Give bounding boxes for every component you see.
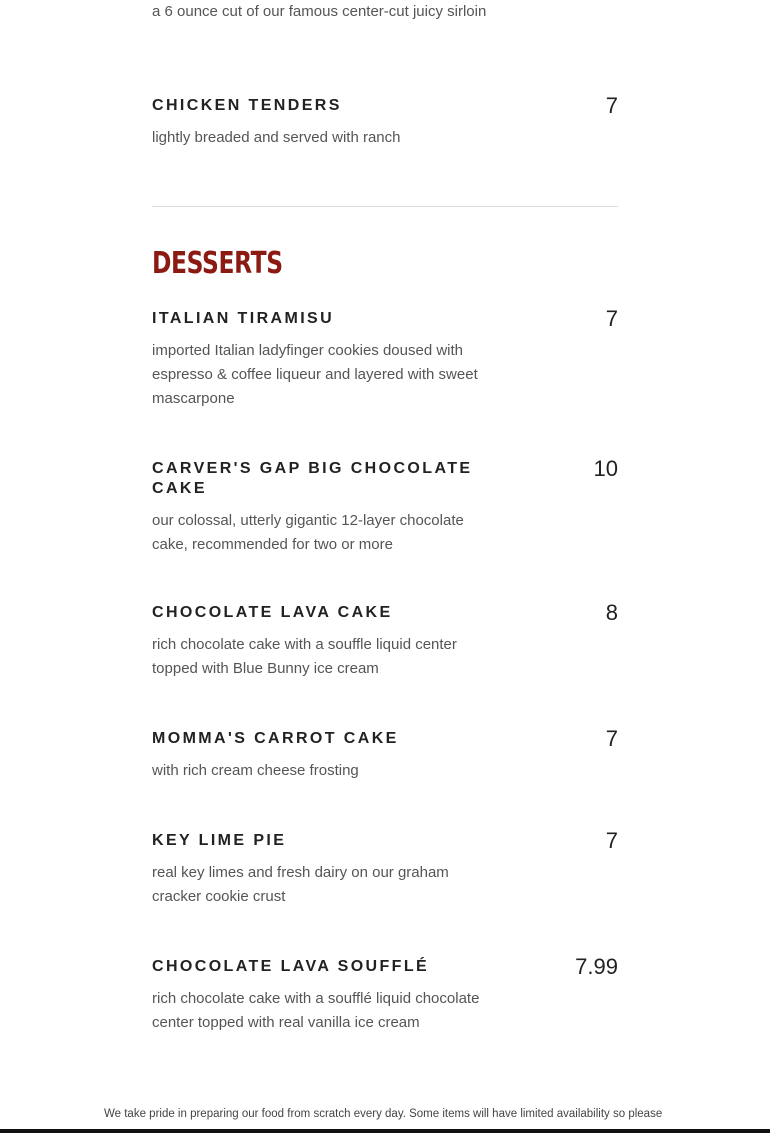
item-price: 7.99 [575,954,618,979]
item-description: imported Italian ladyfinger cookies doused with espresso & coffee liqueur and layered with sweet mascarpone [152,342,478,407]
item-name: CARVER'S GAP BIG CHOCOLATE CAKE [152,460,473,497]
footer-note: We take pride in preparing our food from scratch every day. Some items will have limited availability so please [104,1108,663,1120]
item-name: CHICKEN TENDERS [152,97,342,114]
item-description: lightly breaded and served with ranch [152,129,401,146]
item-description: with rich cream cheese frosting [152,762,359,779]
item-price: 7 [605,93,618,118]
item-price: 7 [605,726,618,751]
menu-item [152,726,618,783]
item-name: CHOCOLATE LAVA SOUFFLÉ [152,958,430,975]
bottom-bar [0,1129,770,1133]
section-title: DESSERTS [152,246,283,281]
item-description: rich chocolate cake with a souffle liquid center topped with Blue Bunny ice cream [152,636,457,677]
item-name: CHOCOLATE LAVA CAKE [152,604,393,621]
menu-item [152,600,618,681]
item-name: ITALIAN TIRAMISU [152,310,335,327]
section-divider [152,206,618,207]
item-description: real key limes and fresh dairy on our graham cracker cookie crust [152,864,449,905]
menu-item [152,306,618,411]
item-price: 8 [605,600,618,625]
menu-item [152,456,618,557]
item-price: 10 [593,456,618,481]
item-price: 7 [605,306,618,331]
menu-item [152,828,618,909]
item-name: KEY LIME PIE [152,832,287,849]
menu-item [152,93,618,150]
item-description: our colossal, utterly gigantic 12-layer chocolate cake, recommended for two or more [152,512,464,553]
item-price: 7 [605,828,618,853]
item-name: MOMMA'S CARROT CAKE [152,730,399,747]
item-description: a 6 ounce cut of our famous center-cut juicy sirloin [152,3,487,20]
item-description: rich chocolate cake with a soufflé liquid chocolate center topped with real vanilla ice cream [152,990,480,1031]
menu-item [152,954,618,1035]
